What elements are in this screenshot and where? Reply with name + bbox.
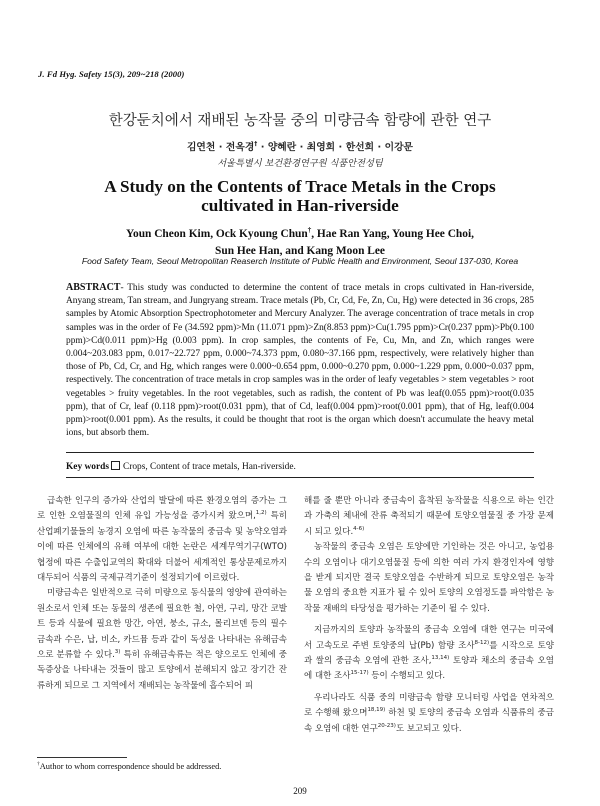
keywords xyxy=(66,461,296,472)
page-number: 209 xyxy=(293,786,307,796)
footnote-mark: † xyxy=(37,761,40,767)
abstract xyxy=(66,281,534,440)
corresponding-mark: † xyxy=(254,140,258,148)
ref-marker: 3) xyxy=(114,649,121,656)
ref-marker: 8-12) xyxy=(474,639,490,646)
abstract-label: ABSTRACT xyxy=(66,282,121,293)
left-paragraph-1 xyxy=(37,494,287,586)
ref-marker: 13,14) xyxy=(431,655,450,662)
body-left-column xyxy=(37,494,287,694)
right-p4-text-a: 우리나라도 식품 중의 미량금속 함량 모니터링 사업을 연차적으로 수행해 왔으며 xyxy=(304,692,554,719)
korean-authors-part1: 김연천 · 전옥경 xyxy=(186,142,255,153)
korean-affiliation: 서울특별시 보건환경연구원 식품안전성팀 xyxy=(217,158,383,169)
english-title-line2: cultivated in Han-riverside xyxy=(201,196,399,215)
left-p2-text-a: 미량금속은 일반적으로 극히 미량으로 동식물의 영양에 관여하는 원소로서 인체 또는 동물의 생존에 필요한 철, 아연, 구리, 망간 코발트 등과 식물에 필요한 망간, 아연, 붕소, 규소, 몰리브덴 등의 필수금속과 수은, 납, 비소, 카드뮴 등과 같이 독성을 나타내는 유해금속으로 분류할 수 있다. xyxy=(37,588,287,661)
english-authors-part2: , Hae Ran Yang, Young Hee Choi, xyxy=(311,227,474,240)
right-p4-text-c: 도 보고되고 있다. xyxy=(395,723,462,734)
right-p3-text-b: 를 시작으로 토양과 쌀의 중금속 오염에 관한 조사, xyxy=(304,640,554,667)
ref-marker: 20-23) xyxy=(377,722,396,729)
english-authors-part1: Youn Cheon Kim, Ock Kyoung Chun xyxy=(126,227,308,240)
english-authors xyxy=(0,222,600,260)
journal-citation: J. Fd Hyg. Safety 15(3), 209~218 (2000) xyxy=(38,69,185,79)
left-p1-text-a: 급속한 인구의 증가와 산업의 발달에 따른 환경오염의 증가는 그로 인한 오염물질의 인체 유입 가능성을 증가시켜 왔으며, xyxy=(37,496,287,522)
english-authors-line2: Sun Hee Han, and Kang Moon Lee xyxy=(215,244,385,257)
right-p1-text-a: 해를 줄 뿐만 아니라 중금속이 흡착된 농작물을 식용으로 하는 인간과 가축의 체내에 잔류 축적되기 때문에 토양오염물질 중 가장 문제시 되고 있다. xyxy=(304,496,554,537)
keywords-label: Key words xyxy=(66,462,109,472)
english-title-line1: A Study on the Contents of Trace Metals in the Crops xyxy=(104,177,496,196)
footnote-text: Author to whom correspondence should be addressed. xyxy=(39,761,222,771)
right-p4-text-b: 하천 및 토양의 중금속 오염과 식품류의 중금속 오염에 대한 연구 xyxy=(304,708,554,734)
right-p3-text-c: 토양과 채소의 중금속 오염에 대한 조사 xyxy=(304,656,554,682)
english-title xyxy=(0,177,600,215)
right-paragraph-3 xyxy=(304,623,554,685)
footnote xyxy=(37,761,221,771)
korean-authors-part2: · 양혜란 · 최영희 · 한선희 · 이강문 xyxy=(257,142,414,153)
ref-marker: 1,2) xyxy=(255,510,267,517)
keywords-text: Crops, Content of trace metals, Han-riverside. xyxy=(122,462,296,472)
left-paragraph-2 xyxy=(37,586,287,694)
ref-marker: 15-17) xyxy=(350,670,369,677)
footnote-rule xyxy=(37,757,127,758)
body-right-column xyxy=(304,494,554,737)
left-p1-text-b: 특히 산업폐기물들의 농경지 오염에 따른 농작물의 중금속 및 농약오염과 이에 따른 인체에의 유해 여부에 대한 논란은 세계무역기구(WTO) 협정에 따른 수출입교역의 확대와 더불어 세계적인 통상문제로까지 대두되어 식품의 국제규격기준이 설정되기에 이르렀다. xyxy=(37,511,287,584)
right-paragraph-1 xyxy=(304,494,554,540)
ref-marker: 4-6) xyxy=(353,525,365,532)
english-authors-line1 xyxy=(0,222,600,243)
checkbox-icon xyxy=(111,461,120,470)
right-paragraph-2 xyxy=(304,540,554,617)
english-corresponding-mark: † xyxy=(307,226,312,234)
korean-authors xyxy=(0,139,600,153)
right-p2-text-a: 농작물의 중금속 오염은 토양에만 기인하는 것은 아니고, 농업용수의 오염이나 대기오염물질 등에 의한 여러 가지 환경인자에 영향을 받게 되지만 결국 토양오염을 수반하게 되므로 토양오염은 농작물 오염의 중요한 지표가 될 수 있어 토양의 오염정도를 파악함은 농작물 재배의 타당성을 평가하는 기준이 될 수 있다. xyxy=(304,542,554,614)
english-affiliation: Food Safety Team, Seoul Metropolitan Reaserch Institute of Public Health and Environment, Seoul 137-030, Korea xyxy=(81,256,519,266)
right-p3-text-a: 지금까지의 토양과 농작물의 중금속 오염에 대한 연구는 미국에서 고속도로 주변 토양중의 납(Pb) 함량 조사 xyxy=(304,625,554,651)
right-paragraph-4 xyxy=(304,691,554,737)
right-p3-text-d: 등이 수행되고 있다. xyxy=(368,671,446,682)
abstract-text: - This study was conducted to determine the content of trace metals in crops cultivated in Han-riverside, Anyang stream, Tan stream, and Jungryang stream. Trace metals (Pb, Cr, Cd, Fe, Zn, Cu, Hg) were detected in 36 crops, 285 samples by Atomic Absorption Spectrophotometer and Mercury Analyzer. The average concentration of trace metals in crop samples was in the order of Fe (34.592 ppm)>Mn (11.071 ppm)>Zn(8.853 ppm)>Cu(1.795 ppm)>Cr(0.237 ppm)>Pb(0.100 ppm)>Cd(0.011 ppm)>Hg (0.003 ppm). In crop samples, the contents of Fe, Cu, Mn, and Zn, which ranges were 0.004~203.083 ppm, 0.017~22.727 ppm, 0.000~74.373 ppm, 0.080~37.166 ppm, respectively, were relatively higher than those of Pb, Cd, Cr, and Hg, which ranges were 0.000~0.654 ppm, 0.000~0.270 ppm, 0.000~1.229 ppm, 0.000~0.037 ppm, respectively. The concentration of trace metals in crop samples was in the order of leafy vegetables > stem vegetables > root vegetables > fruity vegetables. In the root vegetables, such as radish, the content of Pb was leaf(0.055 ppm)>root(0.035 ppm), that of Cr, leaf (0.118 ppm)>root(0.031 ppm), that of Cd, leaf(0.004 ppm)>root(0.001 ppm), that of Hg, leaf(0.004 ppm)>root(0.001 ppm). As the results, it could be thought that root is the organ which doesn't accumulate the heavy metal ions, but absorb them. xyxy=(66,283,534,439)
left-p2-text-b: 특히 유해금속류는 적은 양으로도 인체에 중독증상을 나타내는 것들이 많고 토양에서 분해되지 않고 장기간 잔류하게 되므로 그 지역에서 재배되는 농작물에 흡수되어 피 xyxy=(37,650,288,691)
korean-title: 한강둔치에서 재배된 농작물 중의 미량금속 함량에 관한 연구 xyxy=(108,113,492,129)
abstract-rule-top xyxy=(66,452,534,453)
ref-marker: 18,19) xyxy=(367,707,386,714)
abstract-rule-bottom xyxy=(66,477,534,478)
